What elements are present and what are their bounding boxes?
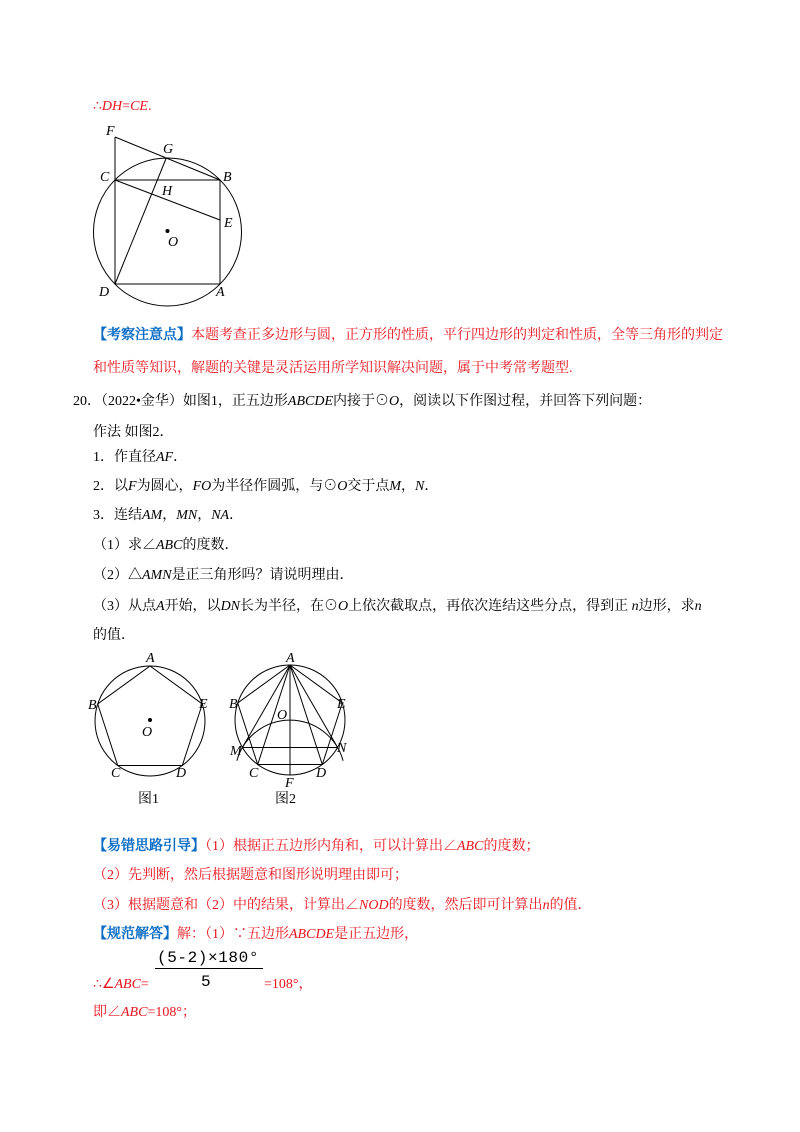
figure-2-construction	[220, 645, 360, 795]
variable-n: n	[694, 599, 702, 614]
solution-heading: 【规范解答】	[93, 927, 177, 942]
question-text: 开始，以	[164, 599, 221, 614]
exam-note-line-2: 和性质等知识，解题的关键是灵活运用所学知识解决问题，属于中考常考题型.	[93, 361, 573, 376]
figure-2-caption: 图2	[275, 792, 296, 807]
point-name: O	[389, 394, 400, 409]
point-name: F	[128, 479, 137, 494]
step-text: 交于点	[347, 479, 390, 494]
question-text: 长为半径，在⊙	[240, 599, 339, 614]
point-name: N	[415, 479, 425, 494]
question-3	[93, 597, 702, 617]
hint-heading: 【易错思路引导】	[93, 839, 205, 854]
problem-number: 20．	[73, 394, 101, 409]
construction-step-1	[93, 448, 187, 468]
solution-line-1	[93, 925, 418, 945]
label-h: H	[162, 184, 173, 199]
step-text: 为圆心，	[136, 479, 193, 494]
pentagon-abcde	[98, 666, 203, 766]
point-name: O	[337, 479, 348, 494]
point-name: M	[389, 479, 402, 494]
therefore-sign: ∴	[93, 99, 102, 114]
angle-name: NOD	[359, 898, 389, 913]
step-text: 3．连结	[93, 508, 142, 523]
solution-text: ∴∠	[93, 977, 115, 992]
hint-line-3	[93, 896, 592, 916]
label-d: D	[316, 766, 327, 781]
equals-sign: =	[122, 99, 131, 114]
solution-text: 是正五边形，	[334, 927, 419, 942]
label-d: D	[99, 285, 110, 300]
exam-note-text: 本题考查正多边形与圆，正方形的性质，平行四边形的判定和性质，全等三角形的判定	[191, 328, 723, 343]
center-point-o	[166, 229, 170, 233]
label-e: E	[199, 697, 208, 712]
segment-dh: DH	[101, 99, 123, 114]
solution-line-2-prefix	[93, 975, 149, 995]
label-e: E	[224, 216, 233, 231]
hint-text: （3）根据题意和（2）中的结果，计算出∠	[93, 898, 359, 913]
hint-line-1	[93, 837, 539, 857]
label-a: A	[286, 651, 295, 666]
fraction-denominator: 5	[201, 973, 212, 991]
segment-am	[242, 665, 290, 748]
problem-intro-text: ，阅读以下作图过程，并回答下列问题：	[399, 394, 652, 409]
construction-step-2	[93, 477, 438, 497]
point-name: O	[338, 599, 349, 614]
label-g: G	[163, 142, 174, 157]
step-text: 1．作直径	[93, 450, 156, 465]
label-b: B	[229, 697, 238, 712]
figure-1-pentagon	[80, 645, 220, 790]
triangle-name: AMN	[142, 568, 172, 583]
conclusion-line	[93, 97, 151, 117]
construction-method-line: 作法 如图2．	[93, 425, 174, 440]
label-e: E	[337, 697, 346, 712]
hint-text: 的度数；	[483, 839, 540, 854]
construction-step-3	[93, 506, 243, 526]
question-1	[93, 536, 238, 556]
hint-text: 的度数，然后即可计算出	[388, 898, 543, 913]
label-f: F	[106, 124, 115, 139]
label-o: O	[168, 235, 179, 250]
question-text: 是正三角形吗？请说明理由．	[171, 568, 354, 583]
step-text: ．	[173, 450, 188, 465]
question-2	[93, 566, 354, 586]
step-text: 为半径作圆弧，与⊙	[211, 479, 338, 494]
angle-name: ABC	[457, 839, 484, 854]
problem-intro-line	[73, 392, 651, 412]
segment-name: NA	[211, 508, 230, 523]
step-text: ．	[424, 479, 439, 494]
solution-line-3	[93, 1003, 196, 1023]
label-o: O	[277, 708, 288, 723]
segment-ad	[290, 665, 322, 765]
segment-name: FO	[192, 479, 212, 494]
hint-line-2: （2）先判断，然后根据题意和图形说明理由即可；	[93, 868, 408, 883]
fraction-bar	[155, 968, 263, 969]
label-a: A	[146, 651, 155, 666]
point-name: A	[156, 599, 165, 614]
hint-text: （1）根据正五边形内角和，可以计算出∠	[205, 839, 457, 854]
solution-text: 即∠	[93, 1005, 121, 1020]
step-text: ，	[401, 479, 416, 494]
segment-name: MN	[176, 508, 198, 523]
problem-intro-text: （2022•金华）如图1，正五边形	[101, 394, 288, 409]
segment-name: AF	[156, 450, 174, 465]
step-text: ，	[162, 508, 177, 523]
angle-name: ABC	[156, 538, 183, 553]
variable-n: n	[631, 599, 639, 614]
label-a: A	[216, 285, 225, 300]
label-c: C	[111, 766, 121, 781]
problem-intro-text: 内接于⊙	[333, 394, 390, 409]
segment-an	[290, 665, 338, 748]
equals-sign: =	[140, 977, 149, 992]
question-text: （2）△	[93, 568, 142, 583]
angle-name: ABC	[114, 977, 141, 992]
label-b: B	[88, 698, 97, 713]
segment-name: DN	[220, 599, 241, 614]
segment-dg	[115, 158, 166, 284]
solution-text: =108°；	[147, 1005, 196, 1020]
figure-1-caption: 图1	[138, 792, 159, 807]
solution-line-2-result: =108°，	[264, 977, 313, 992]
label-c: C	[100, 170, 110, 185]
hint-text: 的值．	[549, 898, 592, 913]
label-f: F	[285, 776, 294, 791]
solution-text: 解：（1）∵五边形	[177, 927, 289, 942]
variable-n: n	[542, 898, 550, 913]
segment-name: AM	[142, 508, 163, 523]
exam-note-heading: 【考察注意点】	[93, 328, 191, 343]
label-b: B	[223, 170, 232, 185]
question-text: （3）从点	[93, 599, 156, 614]
exam-note-line-1	[93, 326, 723, 346]
label-o: O	[142, 725, 153, 740]
angle-name: ABC	[121, 1005, 148, 1020]
label-d: D	[176, 766, 187, 781]
question-text: 上依次截取点，再依次连结这些分点，得到正	[348, 599, 632, 614]
step-text: 2．以	[93, 479, 128, 494]
figure-square-in-circle	[80, 115, 260, 315]
label-n: N	[337, 741, 347, 756]
step-text: ．	[229, 508, 244, 523]
question-text: （1）求∠	[93, 538, 156, 553]
label-c: C	[249, 766, 259, 781]
center-point-o	[148, 718, 152, 722]
question-3-continued: 的值．	[93, 628, 135, 643]
polygon-name: ABCDE	[289, 927, 335, 942]
question-text: 边形，求	[638, 599, 695, 614]
question-text: 的度数．	[182, 538, 239, 553]
fraction-numerator: (5-2)×180°	[157, 949, 260, 967]
polygon-name: ABCDE	[287, 394, 334, 409]
label-m: M	[230, 744, 242, 759]
period: .	[147, 99, 152, 114]
segment-ce: CE	[130, 99, 148, 114]
step-text: ，	[197, 508, 212, 523]
